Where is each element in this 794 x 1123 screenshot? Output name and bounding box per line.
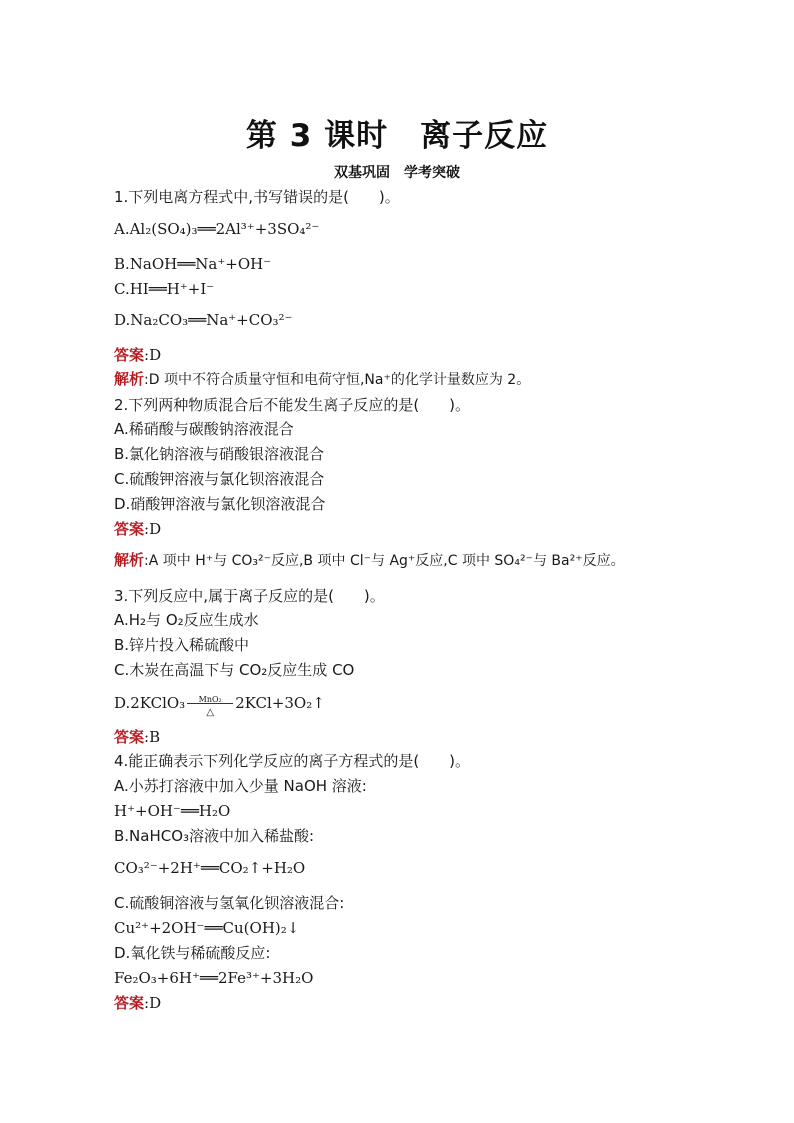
question-1-answer — [114, 346, 161, 364]
question-4-option-c: C.硫酸铜溶液与氢氧化钡溶液混合: — [114, 894, 345, 912]
question-1-stem: 1.下列电离方程式中,书写错误的是( )。 — [114, 188, 400, 206]
question-1-explanation — [114, 370, 530, 389]
question-3-stem: 3.下列反应中,属于离子反应的是( )。 — [114, 587, 385, 605]
question-2-option-b: B.氯化钠溶液与硝酸银溶液混合 — [114, 445, 325, 463]
question-4-option-b: B.NaHCO₃溶液中加入稀盐酸: — [114, 827, 315, 845]
question-2-option-a: A.稀硝酸与碳酸钠溶液混合 — [114, 420, 294, 438]
equation-reactant: D.2KClO₃ — [114, 694, 186, 712]
question-3-option-c: C.木炭在高温下与 CO₂反应生成 CO — [114, 661, 355, 679]
question-3-option-a: A.H₂与 O₂反应生成水 — [114, 611, 259, 629]
question-2-option-d: D.硝酸钾溶液与氯化钡溶液混合 — [114, 495, 326, 513]
question-4-answer — [114, 994, 161, 1012]
question-2-stem: 2.下列两种物质混合后不能发生离子反应的是( )。 — [114, 396, 471, 414]
catalyst-label: MnO₂ — [198, 695, 222, 704]
answer-value: :D — [144, 520, 162, 538]
question-2-option-c: C.硫酸钾溶液与氯化钡溶液混合 — [114, 470, 325, 488]
question-4-option-d: D.氧化铁与稀硫酸反应: — [114, 944, 271, 962]
answer-value: :D — [144, 346, 162, 364]
question-4-option-c-equation: Cu²⁺+2OH⁻══Cu(OH)₂↓ — [114, 919, 300, 937]
page-title: 第 3 课时 离子反应 — [245, 118, 549, 154]
heat-symbol: △ — [206, 707, 215, 718]
question-1-option-b: B.NaOH══Na⁺+OH⁻ — [114, 255, 272, 273]
answer-value: :B — [144, 728, 161, 746]
explanation-text: :A 项中 H⁺与 CO₃²⁻反应,B 项中 Cl⁻与 Ag⁺反应,C 项中 SO₄²⁻与 Ba²⁺反应。 — [144, 553, 625, 569]
answer-label: 答案 — [114, 994, 145, 1012]
question-3-answer — [114, 728, 160, 746]
answer-label: 答案 — [114, 520, 145, 538]
question-4-option-b-equation: CO₃²⁻+2H⁺══CO₂↑+H₂O — [114, 859, 306, 877]
answer-label: 答案 — [114, 728, 145, 746]
question-2-explanation — [114, 551, 625, 570]
question-4-stem: 4.能正确表示下列化学反应的离子方程式的是( )。 — [114, 752, 471, 770]
question-1-option-a: A.Al₂(SO₄)₃══2Al³⁺+3SO₄²⁻ — [114, 220, 320, 238]
question-4-option-a: A.小苏打溶液中加入少量 NaOH 溶液: — [114, 777, 367, 795]
answer-label: 答案 — [114, 346, 145, 364]
question-3-option-d — [114, 694, 325, 718]
question-2-answer — [114, 520, 161, 538]
explanation-text: :D 项中不符合质量守恒和电荷守恒,Na⁺的化学计量数应为 2。 — [144, 372, 531, 388]
question-1-option-c: C.HI══H⁺+I⁻ — [114, 280, 215, 298]
question-4-option-a-equation: H⁺+OH⁻══H₂O — [114, 802, 231, 820]
question-4-option-d-equation: Fe₂O₃+6H⁺══2Fe³⁺+3H₂O — [114, 969, 314, 987]
reaction-condition-arrow — [187, 695, 233, 718]
section-subtitle: 双基巩固 学考突破 — [334, 165, 460, 181]
explanation-label: 解析 — [114, 551, 145, 569]
question-1-option-d: D.Na₂CO₃══Na⁺+CO₃²⁻ — [114, 311, 293, 329]
question-3-option-b: B.锌片投入稀硫酸中 — [114, 636, 250, 654]
explanation-label: 解析 — [114, 370, 145, 388]
answer-value: :D — [144, 994, 162, 1012]
equation-product: 2KCl+3O₂↑ — [235, 694, 325, 712]
